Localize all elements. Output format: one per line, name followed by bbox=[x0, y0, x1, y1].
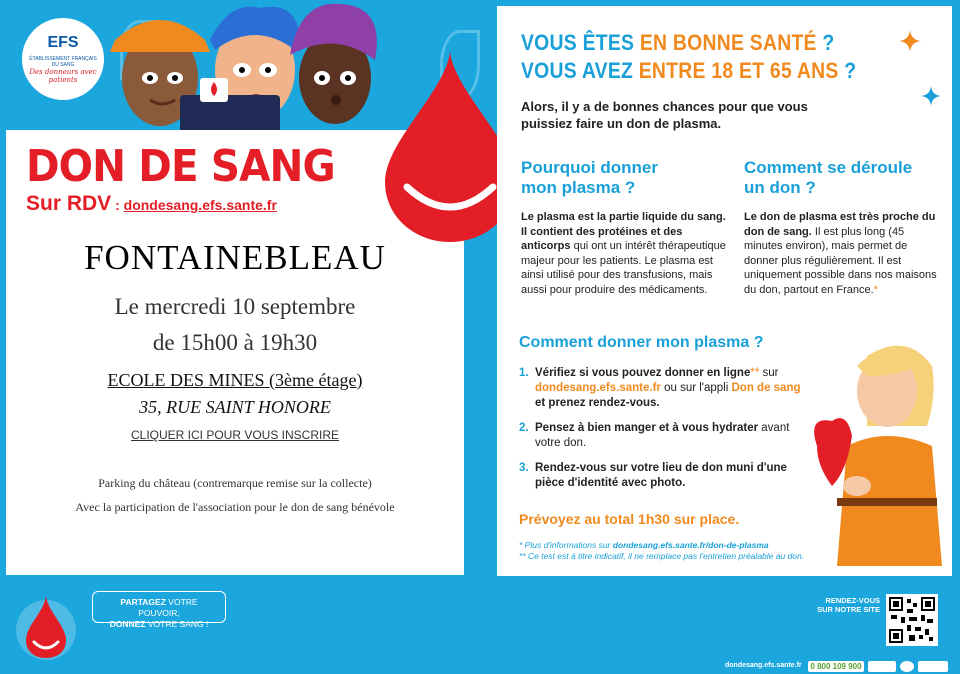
q1-part-a: VOUS ÊTES bbox=[521, 30, 640, 55]
event-place: ECOLE DES MINES (3ème étage) bbox=[107, 370, 363, 390]
intro-text: Alors, il y a de bonnes chances pour que vous puissiez faire un don de plasma. bbox=[521, 99, 808, 131]
logo-name: EFS bbox=[47, 34, 79, 51]
footnote-1-text: * Plus d'informations sur bbox=[519, 540, 613, 550]
association-info: Avec la participation de l'association pour le don de sang bénévole bbox=[75, 500, 395, 514]
footer-badge-icon bbox=[868, 661, 896, 672]
q2-part-b: ENTRE 18 ET 65 ANS bbox=[638, 58, 839, 83]
q1-part-b: EN BONNE SANTÉ bbox=[639, 30, 817, 55]
share-slogan-b2: DONNEZ bbox=[109, 619, 146, 629]
page-title: DON DE SANG bbox=[26, 141, 335, 192]
step-1-app-link[interactable]: Don de sang bbox=[731, 382, 801, 394]
sparkle-icon bbox=[899, 30, 921, 52]
list-item bbox=[519, 461, 809, 491]
list-item bbox=[519, 421, 809, 451]
step-1-b: sur bbox=[759, 367, 779, 379]
sparkle-icon bbox=[921, 86, 941, 106]
logo-tagline: Des donneurs avec patients bbox=[29, 68, 97, 84]
share-slogan-t2: VOTRE SANG ! bbox=[145, 619, 209, 629]
qr-code-pattern bbox=[889, 597, 935, 643]
blood-drop-logo-icon bbox=[14, 590, 78, 660]
appointment-line bbox=[26, 192, 277, 216]
steps-heading: Comment donner mon plasma ? bbox=[519, 334, 764, 351]
woman-illustration bbox=[807, 336, 947, 576]
rdv-label: Sur RDV bbox=[26, 192, 112, 215]
footnote-1-link[interactable]: dondesang.efs.sante.fr/don-de-plasma bbox=[612, 540, 769, 550]
qr-code-icon[interactable] bbox=[886, 594, 938, 646]
q2-part-c: ? bbox=[838, 58, 857, 83]
step-1-d: et prenez rendez-vous. bbox=[535, 397, 660, 409]
why-text bbox=[521, 210, 726, 297]
step-1-c: ou sur l'appli bbox=[660, 382, 732, 394]
step-2-b: hydrater bbox=[712, 422, 759, 434]
how-text-body: Il est plus long (45 minutes environ), mais permet de donner plus régulièrement. Il est uniquement possible dans nos maisons du don, partout en France. bbox=[744, 225, 937, 296]
step-number: 1. bbox=[519, 367, 529, 379]
step-2-a: Pensez à bien manger et à vous bbox=[535, 422, 713, 434]
step-1-star: ** bbox=[750, 367, 760, 379]
event-date: Le mercredi 10 septembre bbox=[114, 294, 356, 319]
headline-question-1 bbox=[521, 30, 834, 56]
how-footnote-mark: * bbox=[873, 283, 878, 296]
blood-drop-icon bbox=[385, 52, 515, 242]
step-2-c: avant votre don. bbox=[535, 422, 790, 449]
footer-store-icon bbox=[918, 661, 948, 672]
why-heading: Pourquoi donner mon plasma ? bbox=[521, 158, 658, 197]
step-text bbox=[535, 366, 809, 411]
why-text-body: qui ont un intérêt thérapeutique majeur pour les patients. Le plasma est ainsi utilisé pour des transfusions, mais aussi pour produire des médicaments. bbox=[521, 240, 726, 296]
visit-site-label: RENDEZ-VOUS SUR NOTRE SITE bbox=[817, 596, 880, 614]
footer-url-link[interactable]: dondesang.efs.sante.fr bbox=[725, 662, 802, 669]
share-slogan bbox=[92, 591, 226, 629]
event-city: FONTAINEBLEAU bbox=[84, 238, 386, 277]
plasma-info-card bbox=[497, 6, 952, 576]
q1-part-c: ? bbox=[816, 30, 835, 55]
step-number: 3. bbox=[519, 462, 529, 474]
total-duration: Prévoyez au total 1h30 sur place. bbox=[519, 511, 740, 527]
step-text bbox=[535, 421, 809, 451]
footnote-2: ** Ce test est à titre indicatif, il ne remplace pas l'entretien préalable au don. bbox=[519, 551, 805, 561]
step-number: 2. bbox=[519, 422, 529, 434]
step-1-site-link[interactable]: dondesang.efs.sante.fr bbox=[535, 382, 661, 394]
steps-list bbox=[519, 366, 809, 501]
rdv-separator: : bbox=[111, 197, 124, 213]
how-heading: Comment se déroule un don ? bbox=[744, 158, 913, 197]
event-hours: de 15h00 à 19h30 bbox=[152, 330, 318, 355]
share-slogan-b1: PARTAGEZ bbox=[120, 597, 166, 607]
parking-info: Parking du château (contremarque remise sur la collecte) bbox=[98, 476, 372, 490]
rdv-url-link[interactable]: dondesang.efs.sante.fr bbox=[123, 197, 277, 213]
footnote-1 bbox=[519, 540, 769, 550]
list-item bbox=[519, 366, 809, 411]
logo-subtitle: ÉTABLISSEMENT FRANÇAIS DU SANG bbox=[29, 56, 97, 68]
footer-phone[interactable]: 0 800 109 900 bbox=[808, 661, 864, 672]
step-1-a: Vérifiez si vous pouvez donner en ligne bbox=[535, 367, 751, 379]
legal-strip bbox=[952, 340, 960, 580]
share-slogan-t1: VOTRE POUVOIR, bbox=[138, 597, 198, 618]
event-street: 35, RUE SAINT HONORE bbox=[139, 397, 331, 417]
footer-app-icon bbox=[900, 661, 914, 672]
efs-logo bbox=[22, 18, 104, 100]
why-text-bold: Le plasma est la partie liquide du sang. Il contient des protéines et des anticorps bbox=[521, 211, 726, 252]
q2-part-a: VOUS AVEZ bbox=[521, 58, 639, 83]
step-3-text: Rendez-vous sur votre lieu de don muni d'une pièce d'identité avec photo. bbox=[535, 462, 787, 489]
headline-question-2 bbox=[521, 58, 856, 84]
how-text-bold: Le don de plasma est très proche du don de sang. bbox=[744, 211, 936, 238]
register-link[interactable]: CLIQUER ICI POUR VOUS INSCRIRE bbox=[130, 428, 340, 442]
how-text bbox=[744, 210, 939, 297]
